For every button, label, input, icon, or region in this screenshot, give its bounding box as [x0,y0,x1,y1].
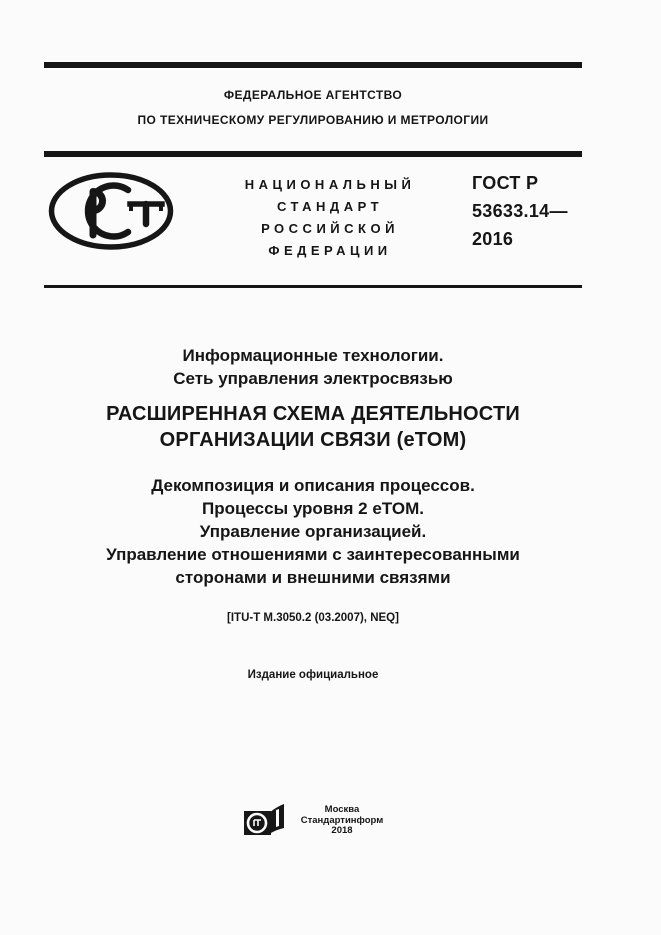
subtitle-line: Процессы уровня 2 eTOM. [202,499,424,518]
official-edition-label: Издание официальное [247,669,379,681]
main-title-line: РАСШИРЕННАЯ СХЕМА ДЕЯТЕЛЬНОСТИ [106,403,520,425]
publisher-imprint [44,804,582,838]
subtitle-line: Декомпозиция и описания процессов. [151,476,475,495]
header-divider-rule [44,151,582,157]
itu-reference: [ITU-T M.3050.2 (03.2007), NEQ] [227,612,399,624]
gost-designation [472,169,568,253]
gost-designation-line: 2016 [472,229,514,249]
main-title-line: ОРГАНИЗАЦИИ СВЯЗИ (eTOM) [159,429,467,451]
federal-agency-line1: ФЕДЕРАЛЬНОЕ АГЕНТСТВО [223,88,403,102]
subtitle-line: Управление организацией. [199,522,427,541]
document-domain-title [44,344,582,390]
standartinform-logo-icon [243,804,285,838]
national-standard-label [230,174,430,262]
document-main-title [44,401,582,453]
subtitle-line: сторонами и внешними связями [175,568,451,587]
gost-designation-line: 53633.14— [472,201,568,221]
imprint-text-block [301,805,383,837]
imprint-publisher: Стандартинформ [300,814,384,826]
top-rule [44,62,582,68]
gost-designation-line: ГОСТ Р [472,173,539,193]
imprint-year: 2018 [331,825,353,837]
subtitle-line: Управление отношениями с заинтересованными [106,545,520,564]
standard-type-line: НАЦИОНАЛЬНЫЙ [244,177,416,192]
federal-agency-line2: ПО ТЕХНИЧЕСКОМУ РЕГУЛИРОВАНИЮ И МЕТРОЛОГИИ [137,113,489,127]
domain-title-line: Информационные технологии. [182,346,444,365]
imprint-city: Москва [324,804,360,816]
rst-logo-icon [48,171,174,251]
standard-type-line: ФЕДЕРАЦИИ [268,243,392,258]
standard-type-line: СТАНДАРТ [276,199,384,214]
band-bottom-rule [44,285,582,288]
standard-type-line: РОССИЙСКОЙ [261,221,399,236]
document-subtitle [44,474,582,589]
domain-title-line: Сеть управления электросвязью [173,369,453,388]
